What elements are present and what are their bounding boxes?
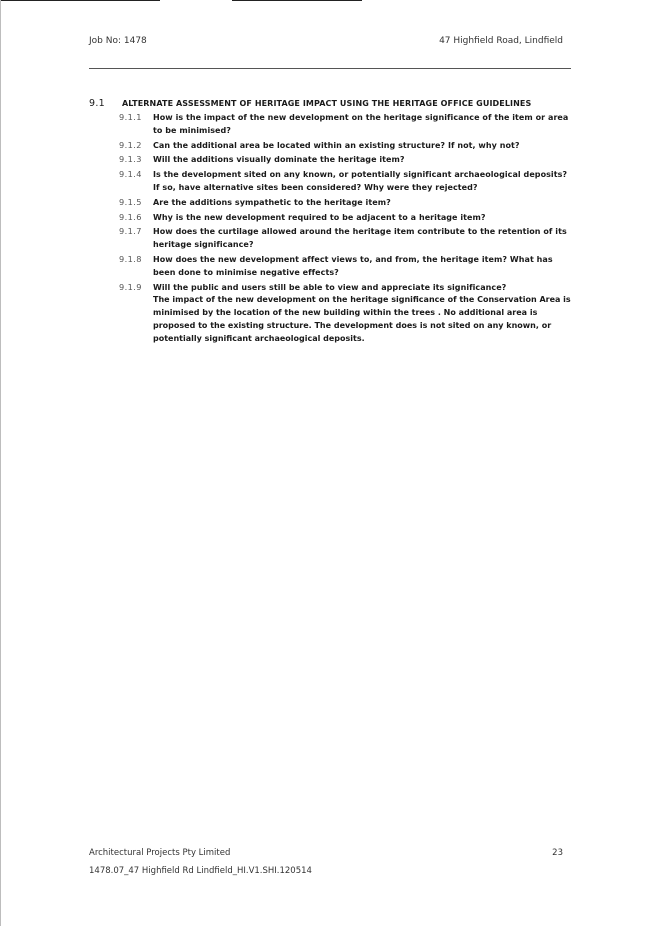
item-number: 9.1.7 bbox=[119, 226, 142, 237]
list-item bbox=[89, 197, 573, 210]
item-question: Will the public and users still be able to view and appreciate its significance? bbox=[153, 282, 507, 292]
scan-edge-line-left bbox=[0, 0, 160, 1]
item-question: How does the new development affect views to, and from, the heritage item? What has been done to minimise negative effects? bbox=[153, 254, 553, 277]
item-question: Are the additions sympathetic to the heritage item? bbox=[153, 197, 391, 207]
item-question: Why is the new development required to be adjacent to a heritage item? bbox=[153, 212, 486, 222]
section-title: ALTERNATE ASSESSMENT OF HERITAGE IMPACT USING THE HERITAGE OFFICE GUIDELINES bbox=[122, 99, 532, 108]
item-number: 9.1.5 bbox=[119, 196, 142, 207]
page-header bbox=[89, 36, 563, 50]
list-item bbox=[89, 169, 573, 195]
item-question: How is the impact of the new development on the heritage significance of the item or area to be minimised? bbox=[153, 113, 569, 135]
section-number: 9.1 bbox=[89, 98, 106, 109]
list-item bbox=[89, 212, 573, 225]
assessment-answer: The impact of the new development on the heritage significance of the Conservation Area is minimised by the location of the new building within the trees . No additional area is proposed to the existing structure. The development does is not sited on any known, or potentially significant archaeological deposits. bbox=[153, 295, 571, 343]
heritage-assessment-section bbox=[89, 98, 573, 346]
item-number: 9.1.8 bbox=[119, 253, 142, 264]
list-item bbox=[89, 154, 573, 167]
section-heading bbox=[89, 98, 573, 112]
list-item bbox=[89, 226, 573, 252]
file-reference: 1478.07_47 Highfield Rd Lindfield_HI.V1.SHI.120514 bbox=[89, 866, 312, 876]
item-number: 9.1.6 bbox=[119, 211, 142, 222]
item-number: 9.1.3 bbox=[119, 154, 142, 165]
job-number: Job No: 1478 bbox=[89, 36, 147, 46]
list-item bbox=[89, 282, 573, 295]
list-item bbox=[89, 112, 573, 138]
list-item bbox=[89, 254, 573, 280]
item-number: 9.1.2 bbox=[119, 139, 142, 150]
item-number: 9.1.9 bbox=[119, 281, 142, 292]
item-question: How does the curtilage allowed around the heritage item contribute to the retention of its heritage significance? bbox=[153, 227, 567, 250]
header-divider bbox=[89, 68, 571, 69]
item-question: Can the additional area be located within an existing structure? If not, why not? bbox=[153, 140, 520, 150]
company-name: Architectural Projects Pty Limited bbox=[89, 848, 231, 858]
item-question: Is the development sited on any known, or potentially significant archaeological deposits? If so, have alternative sites been considered? Why were they rejected? bbox=[153, 170, 568, 192]
item-question: Will the additions visually dominate the heritage item? bbox=[153, 155, 405, 165]
item-number: 9.1.4 bbox=[119, 169, 142, 180]
scan-edge-line-right bbox=[232, 0, 362, 1]
page-number: 23 bbox=[552, 848, 563, 858]
question-list bbox=[89, 112, 573, 346]
list-item bbox=[89, 140, 573, 153]
project-address: 47 Highfield Road, Lindfield bbox=[439, 36, 563, 46]
scan-left-edge bbox=[0, 0, 1, 926]
item-number: 9.1.1 bbox=[119, 112, 142, 122]
